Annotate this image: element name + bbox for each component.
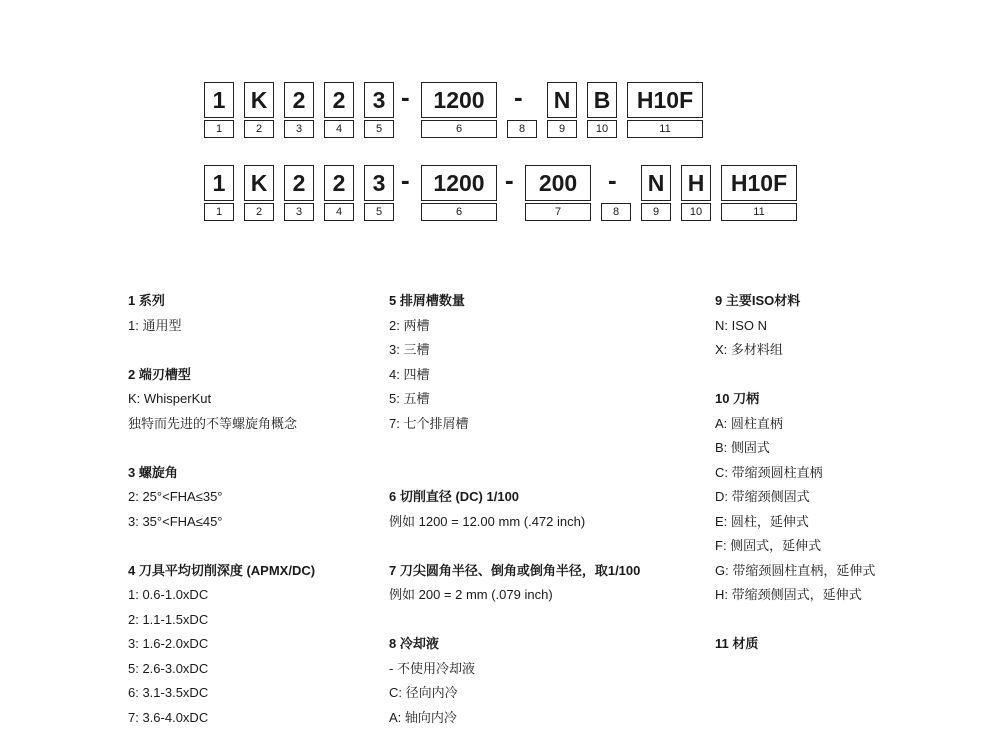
position-number: 9 <box>547 120 577 138</box>
legend-heading: 3 螺旋角 <box>128 464 178 480</box>
separator-dash: - <box>514 82 523 112</box>
position-number: 1 <box>204 203 234 221</box>
legend-item: C: 带缩颈圆柱直柄 <box>715 464 823 480</box>
legend-item: F: 侧固式，延伸式 <box>715 538 822 553</box>
legend-item: 3: 1.6-2.0xDC <box>128 636 209 651</box>
code-box: 3 <box>364 82 394 118</box>
legend-item: H: 带缩颈侧固式，延伸式 <box>715 587 862 602</box>
legend-item: 2: 1.1-1.5xDC <box>128 611 209 627</box>
position-number: 10 <box>681 203 711 221</box>
legend-item: 2: 两槽 <box>389 317 430 333</box>
legend-spacer <box>389 436 640 461</box>
legend-heading: 4 刀具平均切削深度 (APMX/DC) <box>128 562 316 578</box>
legend-heading: 9 主要ISO材料 <box>715 293 801 308</box>
legend-heading: 5 排屑槽数量 <box>389 293 465 308</box>
position-number: 4 <box>324 203 354 221</box>
code-box: N <box>641 165 671 201</box>
legend-item: 例如 1200 = 12.00 mm (.472 inch) <box>389 513 586 529</box>
legend-heading: 1 系列 <box>128 293 165 308</box>
legend-item: 1: 0.6-1.0xDC <box>128 587 209 602</box>
position-number: 5 <box>364 203 394 221</box>
legend-spacer <box>389 461 640 486</box>
position-number: 6 <box>421 120 497 138</box>
legend-item: 5: 2.6-3.0xDC <box>128 660 209 676</box>
code-box: 2 <box>284 82 314 118</box>
legend-item: G: 带缩颈圆柱直柄，延伸式 <box>715 562 876 578</box>
legend-spacer <box>128 338 315 363</box>
position-number: 2 <box>244 203 274 221</box>
legend-item: A: 轴向内冷 <box>389 709 457 725</box>
legend-column-1 <box>128 289 315 730</box>
code-box: H10F <box>627 82 703 118</box>
legend-item: 独特而先进的不等螺旋角概念 <box>128 415 298 431</box>
code-box: K <box>244 82 274 118</box>
code-box: 1200 <box>421 82 497 118</box>
legend-heading: 8 冷却液 <box>389 636 439 651</box>
legend-item: 7: 七个排屑槽 <box>389 415 469 431</box>
legend-item: E: 圆柱，延伸式 <box>715 513 809 529</box>
legend-item: C: 径向内冷 <box>389 685 458 700</box>
legend-spacer <box>389 534 640 559</box>
legend-column-2 <box>389 289 640 730</box>
legend-item: 5: 五槽 <box>389 391 430 406</box>
legend-item: K: WhisperKut <box>128 391 212 406</box>
legend-item: 3: 三槽 <box>389 342 430 357</box>
code-box: 2 <box>324 165 354 201</box>
code-box: N <box>547 82 577 118</box>
position-number: 11 <box>627 120 703 138</box>
code-box: H <box>681 165 711 201</box>
legend-column-3 <box>715 289 875 657</box>
legend-spacer <box>128 534 315 559</box>
legend-item: N: ISO N <box>715 317 768 333</box>
position-number: 9 <box>641 203 671 221</box>
legend-item: B: 侧固式 <box>715 440 770 455</box>
legend-item: 3: 35°<FHA≤45° <box>128 513 223 529</box>
code-box: 1200 <box>421 165 497 201</box>
legend-item: 例如 200 = 2 mm (.079 inch) <box>389 587 553 602</box>
legend-item: 7: 3.6-4.0xDC <box>128 709 209 725</box>
code-box: 1 <box>204 165 234 201</box>
separator-dash: - <box>608 165 617 195</box>
position-number: 7 <box>525 203 591 221</box>
legend-item: 4: 四槽 <box>389 366 430 382</box>
position-number: 1 <box>204 120 234 138</box>
legend-spacer <box>389 608 640 633</box>
separator-dash: - <box>401 82 410 112</box>
position-number: 6 <box>421 203 497 221</box>
code-box: B <box>587 82 617 118</box>
position-number: 4 <box>324 120 354 138</box>
legend-spacer <box>715 608 875 633</box>
position-number: 8 <box>601 203 631 221</box>
position-number: 3 <box>284 203 314 221</box>
code-box: H10F <box>721 165 797 201</box>
legend-item: 1: 通用型 <box>128 317 182 333</box>
position-number: 3 <box>284 120 314 138</box>
legend-heading: 10 刀柄 <box>715 391 760 406</box>
legend-heading: 7 刀尖圆角半径、倒角或倒角半径，取1/100 <box>389 562 641 578</box>
separator-dash: - <box>505 165 514 195</box>
position-number: 10 <box>587 120 617 138</box>
legend-item: D: 带缩颈侧固式 <box>715 489 810 504</box>
legend-item: A: 圆柱直柄 <box>715 415 783 431</box>
position-number: 8 <box>507 120 537 138</box>
legend-item: X: 多材料组 <box>715 342 783 357</box>
legend-spacer <box>715 363 875 388</box>
position-number: 2 <box>244 120 274 138</box>
legend-heading: 2 端刃槽型 <box>128 366 191 382</box>
position-number: 11 <box>721 203 797 221</box>
legend-item: 2: 25°<FHA≤35° <box>128 489 223 504</box>
code-box: 1 <box>204 82 234 118</box>
code-box: 2 <box>324 82 354 118</box>
code-box: 200 <box>525 165 591 201</box>
legend-item: 6: 3.1-3.5xDC <box>128 685 209 700</box>
legend-heading: 11 材质 <box>715 636 759 651</box>
legend-item: - 不使用冷却液 <box>389 660 475 676</box>
position-number: 5 <box>364 120 394 138</box>
legend-heading: 6 切削直径 (DC) 1/100 <box>389 489 520 504</box>
code-box: 3 <box>364 165 394 201</box>
separator-dash: - <box>401 165 410 195</box>
code-box: K <box>244 165 274 201</box>
code-box: 2 <box>284 165 314 201</box>
legend-spacer <box>128 436 315 461</box>
